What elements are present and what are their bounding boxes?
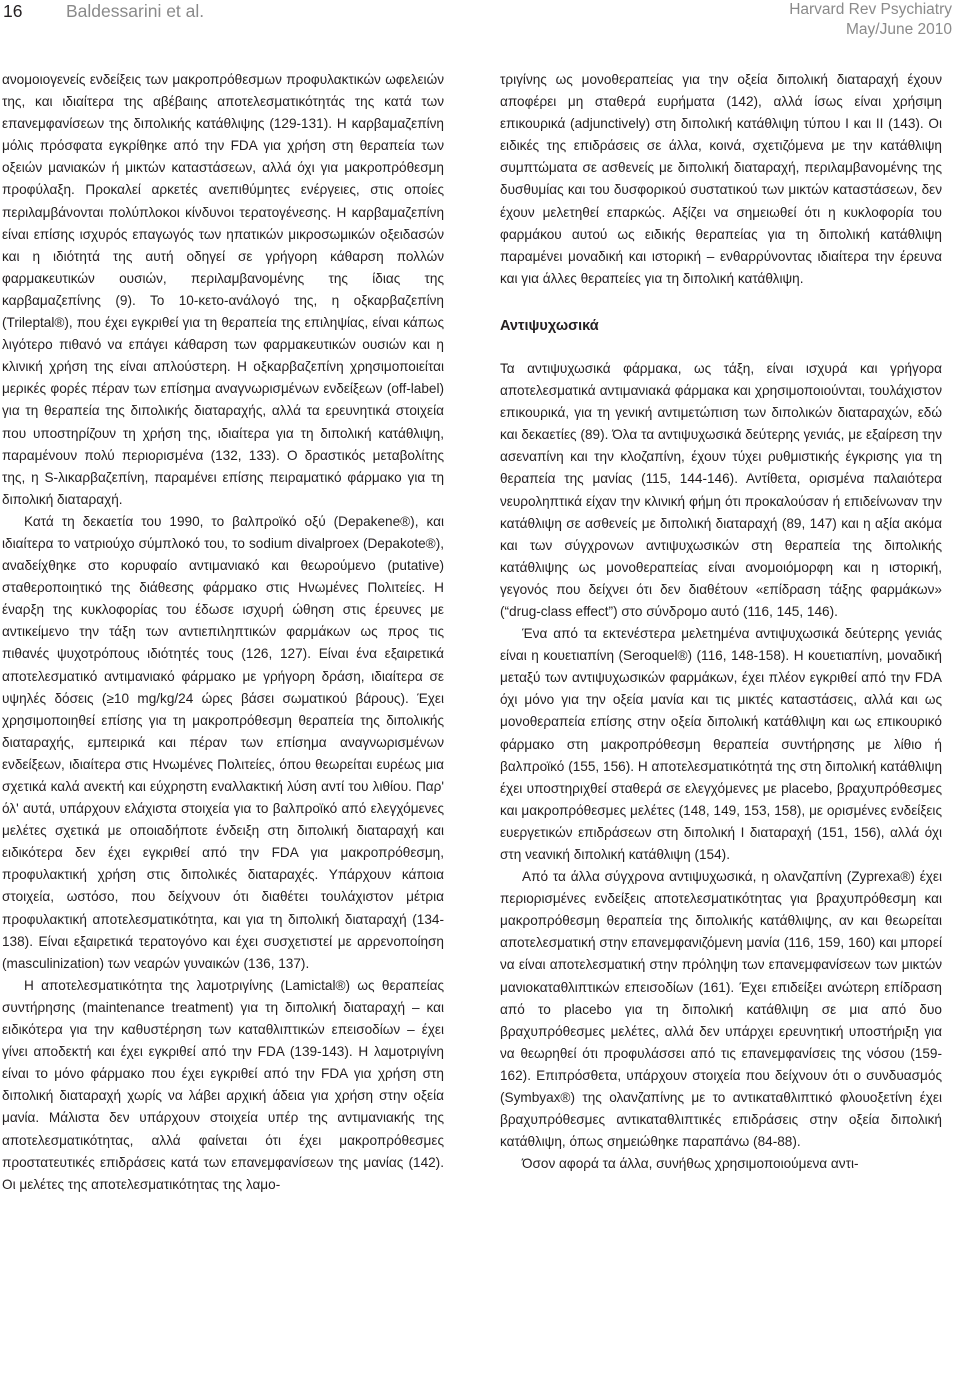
body-paragraph: Κατά τη δεκαετία του 1990, το βαλπροϊκό οξύ (Depakene®), και ιδιαίτερα το νατριούχο σύμπλοκό του, το sodium divalproex (Depakote®), αναδείχθηκε στο κορυφαίο αντιμανιακό και θεωρούμενο (putative) σταθεροποιητικό της διάθεσης φάρμακο στις Ηνωμένες Πολιτείες. Η έναρξη της κυκλοφορίας του έδωσε ισχυρή ώθηση στις έρευνες με αντικείμενο την τάξη των αντιεπιληπτικών φαρμάκων ως προς τις πιθανές ψυχοτρόπους ιδιότητές τους (126, 127). Είναι ένα εξαιρετικά αποτελεσματικό αντιμανιακό φάρμακο με γρήγορη δράση, ιδιαίτερα σε υψηλές δόσεις (≥10 mg/kg/24 ώρες βάσει σωματικού βάρους). Έχει χρησιμοποιηθεί επίσης για τη μακροπρόθεσμη θεραπεία της διπολικής διαταραχής, εμπειρικά και πέραν των επίσημα αναγνωρισμένων ενδείξεων, ιδιαίτερα στις Ηνωμένες Πολιτείες, όπου θεωρείται ευρέως μια σχετικά καλά ανεκτή και εύχρηστη εναλλακτική λύση αντί του λιθίου. Παρ' όλ' αυτά, υπάρχουν ελάχιστα στοιχεία για το βαλπροϊκό από ελεγχόμενες μελέτες σχετικά με οποιαδήποτε ένδειξη στη διπολική διαταραχή και ειδικότερα δεν έχει εγκριθεί από την FDA για μακροπρόθεσμη, προφυλακτική χρήση στις διπολικές διαταραχές. Υπάρχουν κάποια στοιχεία, ωστόσο, που δείχνουν ότι διαθέτει τουλάχιστον μέτρια προφυλακτική αποτελεσματικότητα, και για τη διπολική διαταραχή (134-138). Είναι εξαιρετικά τερατογόνο και έχει συσχετιστεί με αρρενοποίηση (masculinization) των νεαρών γυναικών (136, 137). xyxy=(2,513,444,971)
right-column xyxy=(500,69,942,1175)
journal-title: Harvard Rev Psychiatry xyxy=(789,1,952,18)
body-paragraph: Ένα από τα εκτενέστερα μελετημένα αντιψυχωσικά δεύτερης γενιάς είναι η κουετιαπίνη (Seroquel®) (116, 148-158). Η κουετιαπίνη, μοναδική μεταξύ των αντιψυχωσικών φαρμάκων, έχει πλέον εγκριθεί από την FDA όχι μόνο για την οξεία μανία και τις μικτές καταστάσεις, αλλά και ως μονοθεραπεία επίσης στην οξεία διπολική κατάθλιψη και ως επικουρικό φάρμακο στη μακροπρόθεσμη θεραπεία συντήρησης με λίθιο ή βαλπροϊκό (155, 156). Η αποτελεσματικότητά της στη διπολική κατάθλιψη έχει υποστηριχθεί σταθερά σε ελεγχόμενες με placebo, βραχυπρόθεσμες και μακροπρόθεσμες μελέτες (148, 149, 153, 158), με ορισμένες ενδείξεις ευεργετικών επιδράσεων στη διπολική I διαταραχή (151, 156), αλλά όχι στη νεανική διπολική κατάθλιψη (154). xyxy=(500,626,942,862)
body-paragraph: Τα αντιψυχωσικά φάρμακα, ως τάξη, είναι ισχυρά και γρήγορα αποτελεσματικά αντιμανιακά φάρμακα και χρησιμοποιούνται, τουλάχιστον επικουρικά, για τη γενική αντιμετώπιση των διπολικών διαταραχών, εδώ και δεκαετίες (89). Όλα τα αντιψυχωσικά δεύτερης γενιάς, με εξαίρεση την ασεναπίνη και την κλοζαπίνη, έχουν τύχει ρυθμιστικής έγκρισης για τη θεραπεία της μανίας (115, 144-146). Αντίθετα, ορισμένα παλαιότερα νευροληπτικά είχαν την κλινική φήμη ότι προκαλούσαν ή επιδείνωναν την κατάθλιψη σε ασθενείς με διπολική διαταραχή (89, 147) και η αξία ακόμα και των σύγχρονων αντιψυχωσικών στη θεραπεία της διπολικής κατάθλιψης ως μονοθεραπείας είναι ανομοιόμορφη και η ιστορική, γεγονός που δείχνει ότι δεν διαθέτουν «επίδραση τάξης φαρμάκων» (“drug-class effect”) στο σύνδρομο αυτό (116, 145, 146). xyxy=(500,360,942,619)
body-paragraph: Από τα άλλα σύγχρονα αντιψυχωσικά, η ολανζαπίνη (Zyprexa®) έχει περιορισμένες ενδείξεις αποτελεσματικότητας για βραχυπρόθεσμη και μακροπρόθεσμη θεραπεία της διπολικής κατάθλιψης, αν και θεωρείται αποτελεσματική στην επανεμφανιζόμενη μανία (116, 159, 160) και μπορεί να είναι αποτελεσματική στην πρόληψη των επανεμφανίσεων των μικτών μανιοκαταθλιπτικών επεισοδίων (161). Έχει επιδείξει ανώτερη επίδραση από το placebo για τη διπολική κατάθλιψη σε μια από δυο βραχυπρόθεσμες μελέτες, αλλά δεν υπάρχει ερευνητική υποστήριξη για να θεωρηθεί ότι προφυλάσσει από τις επανεμφανίσεις της νόσου (159-162). Επιπρόσθετα, υπάρχουν στοιχεία που δείχνουν ότι ο συνδυασμός (Symbyax®) της ολανζαπίνης με το αντικαταθλιπτικό φλουοξετίνη έχει βραχυπρόθεσμες αντικαταθλιπτικές επιδράσεις στην οξεία διπολική κατάθλιψη, όπως σημειώθηκε παραπάνω (84-88). xyxy=(500,869,942,1150)
body-paragraph: τριγίνης ως μονοθεραπείας για την οξεία διπολική διαταραχή έχουν αποφέρει μη σταθερά ευρήματα (142), αλλά ίσως είναι χρήσιμη επικουρικά (adjunctively) στη διπολική κατάθλιψη τύπου I και II (143). Οι ειδικές της επιδράσεις σε άλλα, κοινά, σχετιζόμενα με την κατάθλιψη συμπτώματα σε ασθενείς με διπολική διαταραχή, περιλαμβανομένης της δυσθυμίας και του δυσφορικού συστατικού των μικτών καταστάσεων, δεν έχουν μελετηθεί επαρκώς. Αξίζει να σημειωθεί ότι η κυκλοφορία του φαρμάκου αυτού ως ειδικής θεραπείας για τη διπολική κατάθλιψη παραμένει μοναδική και ιστορική – ενθαρρύνοντας ιδιαίτερα την έρευνα και για άλλες θεραπείες για τη διπολική κατάθλιψη. xyxy=(500,72,942,286)
page-number: 16 xyxy=(3,1,23,21)
body-paragraph: Όσον αφορά τα άλλα, συνήθως χρησιμοποιούμενα αντι- xyxy=(522,1156,859,1172)
body-paragraph: Η αποτελεσματικότητα της λαμοτριγίνης (Lamictal®) ως θεραπείας συντήρησης (maintenance treatment) για τη διπολική διαταραχή – και ειδικότερα για την καθυστέρηση των καταθλιπτικών επεισοδίων – έχει γίνει αποδεκτή και έχει εγκριθεί από την FDA (139-143). Η λαμοτριγίνη είναι το μόνο φάρμακο που έχει εγκριθεί από την FDA για χρήση στη διπολική διαταραχή χωρίς να λάβει αρχική άδεια για χρήση στην οξεία μανία. Μάλιστα δεν υπάρχουν στοιχεία υπέρ της αντιμανιακής της αποτελεσματικότητας, αλλά φαίνεται ότι έχει μακροπρόθεσμες προστατευτικές επιδράσεις κατά των επανεμφανίσεων της μανίας (142). Οι μελέτες της αποτελεσματικότητας της λαμο- xyxy=(2,977,444,1192)
journal-issue: May/June 2010 xyxy=(846,21,952,38)
section-heading: Αντιψυχωσικά xyxy=(500,317,599,334)
running-header xyxy=(0,0,960,60)
left-column xyxy=(2,69,444,1196)
running-author: Baldessarini et al. xyxy=(66,1,205,21)
body-paragraph: ανομοιογενείς ενδείξεις των μακροπρόθεσμων προφυλακτικών ωφελειών της, και ιδιαίτερα της αβέβαιης αποτελεσματικότητάς της κατά των επανεμφανίσεων της διπολικής κατάθλιψης (129-131). Η καρβαμαζεπίνη μόλις πρόσφατα εγκρίθηκε από την FDA για χρήση στη θεραπεία των οξειών μανιακών ή μικτών καταστάσεων, αλλά όχι για μακροπρόθεσμη προφύλαξη. Προκαλεί αρκετές ανεπιθύμητες ενέργειες, στις οποίες περιλαμβάνονται πολύπλοκοι κίνδυνοι τερατογένεσης. Η καρβαμαζεπίνη είναι επίσης ισχυρός επαγωγός των ηπατικών μικροσωμικών οξειδασών και η ιδιότητά της αυτή οδηγεί σε γρήγορη κάθαρση πολλών φαρμακευτικών ουσιών, περιλαμβανομένης της ίδιας της καρβαμαζεπίνης (9). Το 10-κετο-ανάλογό της, η οξκαρβαζεπίνη (Trileptal®), που έχει εγκριθεί για τη θεραπεία της επιληψίας, είναι κάπως λιγότερο πιθανό να επάγει κάθαρση των φαρμακευτικών ουσιών και η κλινική χρήση της είναι απλούστερη. Η οξκαρβαζεπίνη χρησιμοποιείται μερικές φορές πέραν των επίσημα αναγνωρισμένων ενδείξεων (off-label) για τη θεραπεία της διπολικής διαταραχής, αλλά τα ερευνητικά στοιχεία που υποστηρίζουν τη χρήση της, ιδιαίτερα για τη διπολική κατάθλιψη, παραμένουν πολύ περιορισμένα (132, 133). Ο δραστικός μεταβολίτης της, η S-λικαρβαζεπίνη, παραμένει επίσης πειραματικό φάρμακο για τη διπολική διαταραχή. xyxy=(2,72,444,507)
